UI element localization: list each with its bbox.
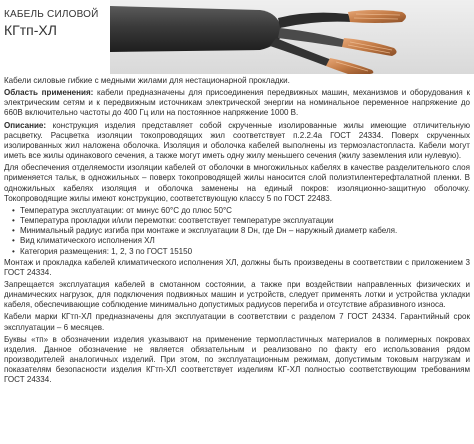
prohibited-paragraph: Запрещается эксплуатация кабелей в смотанном состоянии, а также при воздействии направленных физических и динамических нагрузок, для подключения подвижных машин и устройств, следует применять лотки и устройства укладки кабеля, обеспечивающие соблюдение минимально допустимых радиусов перегиба и отсутствие абразивного износа.	[4, 279, 470, 310]
param-climate: • Вид климатического исполнения ХЛ	[12, 236, 470, 246]
product-category: КАБЕЛЬ СИЛОВОЙ	[4, 9, 99, 20]
mounting-paragraph: Монтаж и прокладка кабелей климатического исполнения ХЛ, должны быть произведены в соответствии с приложением 3 ГОСТ 24334.	[4, 257, 470, 277]
product-description	[4, 76, 470, 388]
description-paragraph	[4, 121, 470, 162]
application-paragraph	[4, 88, 470, 118]
cable-photo	[110, 0, 474, 74]
warranty-paragraph: Кабели марки КГтп-ХЛ предназначены для эксплуатации в соответствии с разделом 7 ГОСТ 24334. Гарантийный срок эксплуатации – 6 месяцев.	[4, 312, 470, 332]
product-header	[0, 0, 474, 74]
param-placement: • Категория размещения: 1, 2, 3 по ГОСТ 15150	[12, 247, 470, 257]
separation-paragraph: Для обеспечения отделяемости изоляции кабелей от оболочки в многожильных кабелях в качестве разделительного слоя применяется тальк, в одножильных – поверх токопроводящей жилы наносится слой полиэтилентерефталатной пленки. В одножильных кабелях изоляция и оболочка заменены на единый покров: изоляционно-защитную оболочку. Токопроводящие жилы имеют конструкцию, соответствующую классу 5 по ГОСТ 22483.	[4, 163, 470, 203]
param-bend-radius: • Минимальный радиус изгиба при монтаже и эксплуатации 8 Dн, где Dн – наружный диаметр кабеля.	[12, 226, 470, 236]
description-text: конструкция изделия представляет собой скрученные изолированные жилы имеющие отличительную расцветку. Расцветка изоляции токопроводящих жил соответствует п.2.2.4а ГОСТ 24334. Поверх скрученных изолированных жил наложена оболочка. Изоляция и оболочка кабелей выполнены из термоэластопласта. Кабели могут иметь все жилы одинакового сечения, а также могут иметь одну жилу меньшего сечения (жилу заземления или нулевую).	[4, 120, 470, 161]
param-laying-temperature: • Температура прокладки и/или перемотки: соответствует температуре эксплуатации	[12, 216, 470, 226]
letters-paragraph: Буквы «тп» в обозначении изделия указывают на применение термопластичных материалов в полимерных покровах изделия. Данное обозначение не является обязательным и реализовано по факту его использования рядом производителей аналогичных изделий. При этом, по эксплуатационным режимам, допустимым токовым нагрузкам и показателям безопасности изделия КГтп-ХЛ соответствует изделиям КГ-ХЛ полностью соответствующим требованиям ГОСТ 24334.	[4, 334, 470, 385]
description-label: Описание:	[4, 120, 47, 130]
intro-paragraph: Кабели силовые гибкие с медными жилами для нестационарной прокладки.	[4, 76, 290, 85]
application-label: Область применения:	[4, 88, 94, 98]
param-temperature: • Температура эксплуатации: от минус 60°С до плюс 50°С	[12, 206, 470, 216]
application-text: кабели предназначены для присоединения передвижных машин, механизмов и оборудования к электрическим сетям и к передвижным источникам электрической энергии на номинальное переменное напряжение до 660В включительно частоты до 400 Гц или на постоянное напряжение 1000 В.	[4, 88, 470, 118]
product-title: КГтп-ХЛ	[4, 22, 57, 38]
parameters-list	[4, 206, 470, 257]
